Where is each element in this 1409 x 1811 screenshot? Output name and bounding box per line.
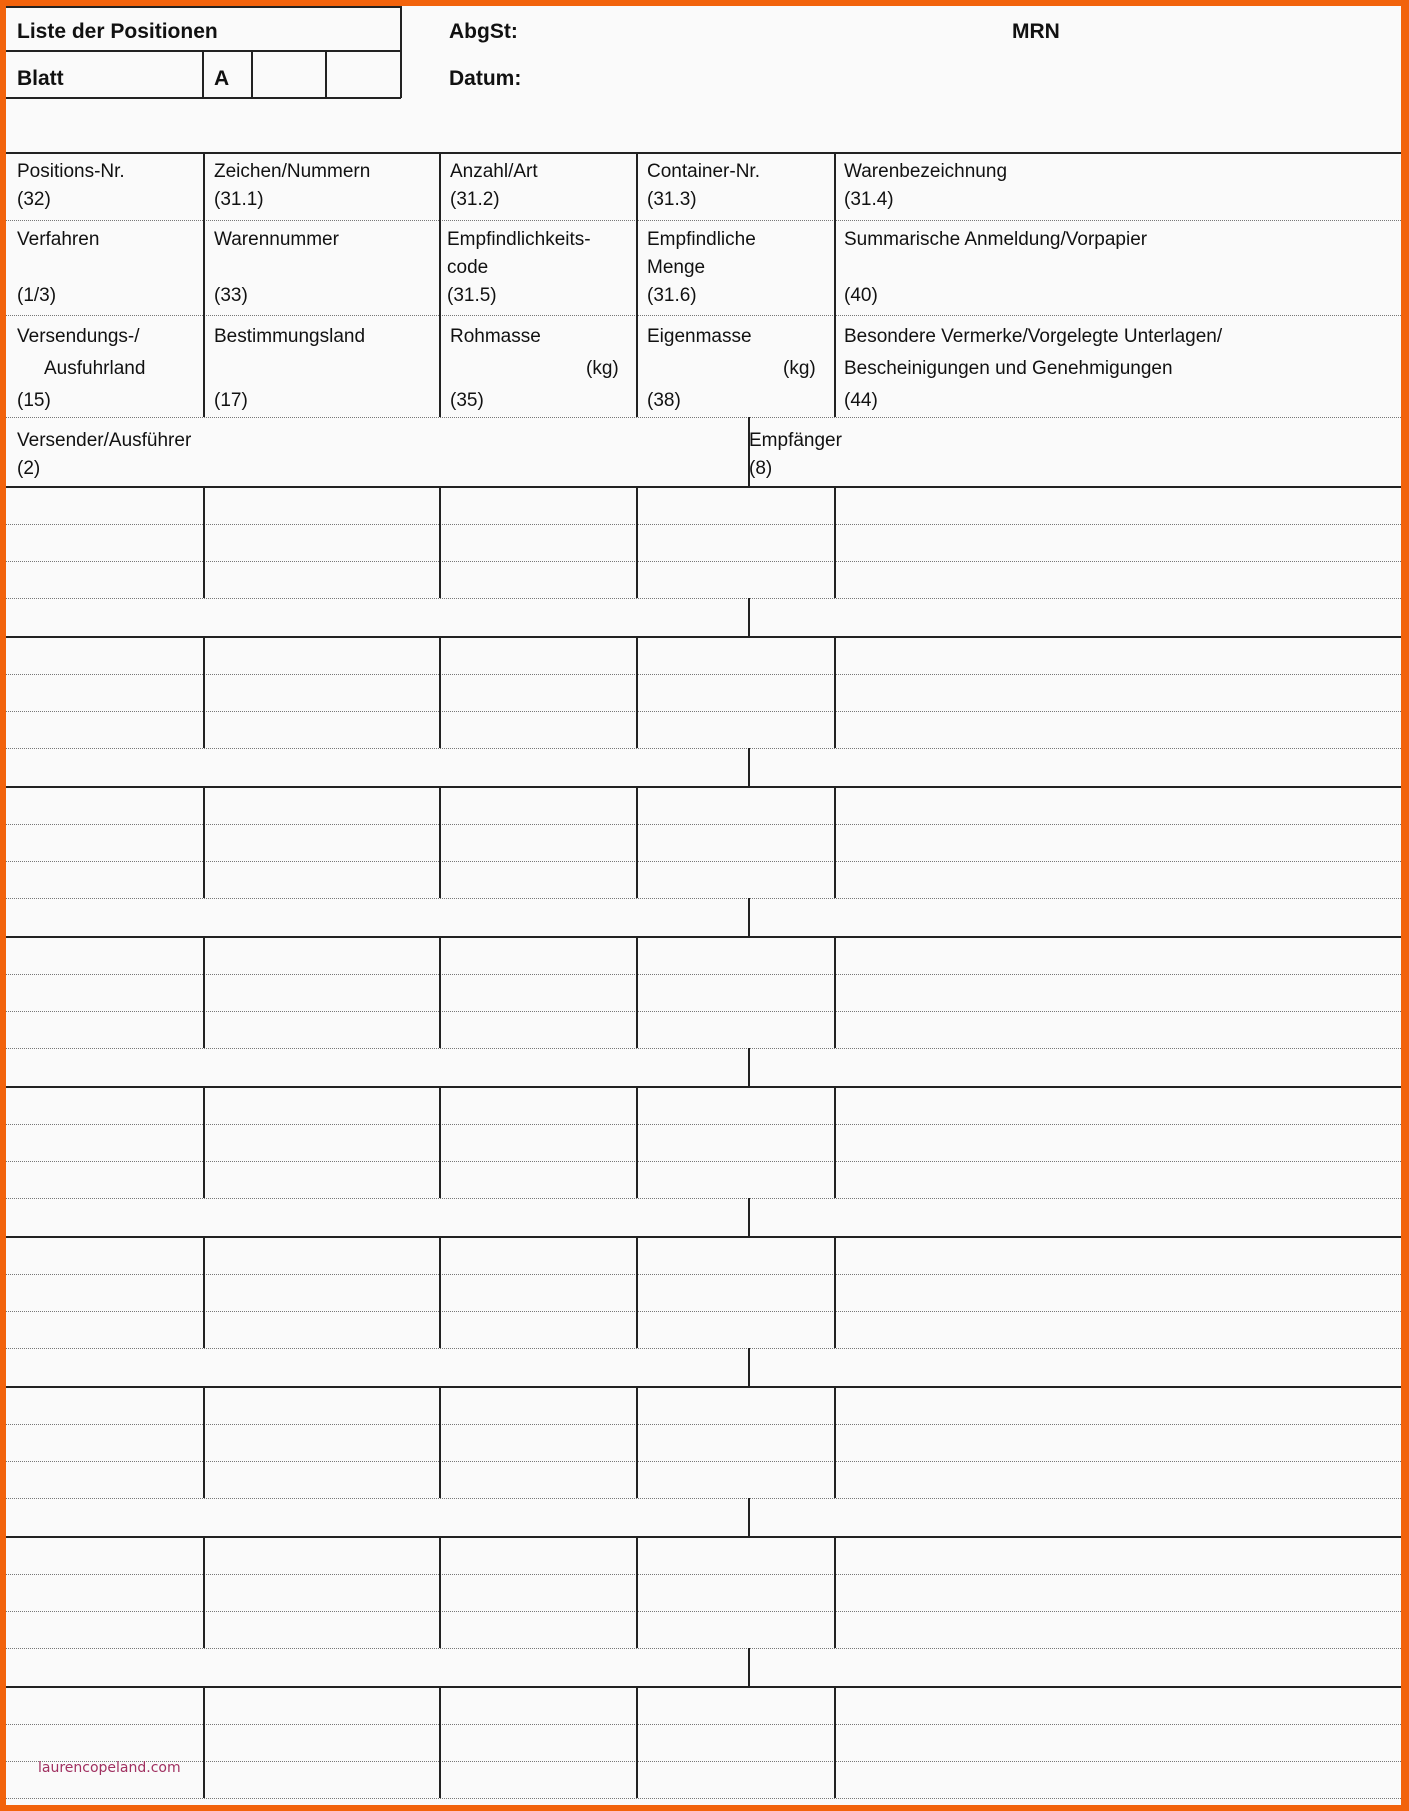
entry-column-divider [636,1537,638,1648]
entry-versender-field[interactable] [9,1651,745,1684]
col-warennummer-label: Warennummer [214,229,339,250]
entry-cell[interactable] [639,1013,831,1046]
col-verfahren-label: Verfahren [17,229,100,250]
header-row-separator [6,315,1401,316]
entry-cell[interactable] [837,1126,1398,1159]
entry-cell[interactable] [206,1613,436,1646]
entry-versender-field[interactable] [9,601,745,634]
entry-cell[interactable] [9,489,200,522]
entry-cell[interactable] [442,1089,633,1122]
entry-cell[interactable] [837,639,1398,672]
col-summarische-anmeldung-label: Summarische Anmeldung/Vorpapier [844,229,1148,250]
col-warenbezeichnung-code: (31.4) [844,189,894,210]
entry-column-divider [439,787,441,898]
entry-cell[interactable] [442,863,633,896]
entry-cell[interactable] [639,1463,831,1496]
entry-cell[interactable] [9,1276,200,1309]
entry-block [6,487,1401,637]
entry-party-divider [748,1048,750,1087]
entry-cell[interactable] [9,1163,200,1196]
entry-cell[interactable] [206,639,436,672]
entry-column-divider [636,937,638,1048]
entry-versender-field[interactable] [9,1201,745,1234]
col-anzahl-label: Anzahl/Art [450,161,538,182]
entry-column-divider [439,1087,441,1198]
entry-row-line [6,561,1401,562]
col-rohmasse-unit: (kg) [586,358,619,379]
entry-cell[interactable] [639,1689,831,1722]
entry-cell[interactable] [639,1726,831,1759]
watermark: laurencopeland.com [38,1760,181,1776]
entry-cell[interactable] [206,713,436,746]
entry-column-divider [439,1387,441,1498]
entry-row-line [6,861,1401,862]
entry-cell[interactable] [206,826,436,859]
entry-cell[interactable] [206,1389,436,1422]
entry-row-line [6,598,1401,599]
entry-cell[interactable] [639,863,831,896]
entry-cell[interactable] [9,1539,200,1572]
sheet-divider-2 [251,50,253,98]
entry-cell[interactable] [639,1389,831,1422]
entry-cell[interactable] [9,1576,200,1609]
entry-cell[interactable] [837,1089,1398,1122]
entry-cell[interactable] [206,976,436,1009]
col-bestimmungsland-label: Bestimmungsland [214,326,366,347]
entry-column-divider [834,937,836,1048]
col-versendungsland-label2: Ausfuhrland [44,358,146,379]
entry-cell[interactable] [9,563,200,596]
entry-empfaenger-field[interactable] [752,601,1397,634]
entry-column-divider [834,487,836,598]
entry-row-line [6,1161,1401,1162]
entry-cell[interactable] [442,676,633,709]
entry-cell[interactable] [442,1163,633,1196]
entry-cell[interactable] [837,1013,1398,1046]
entry-cell[interactable] [9,713,200,746]
header-column-divider [636,152,638,417]
entry-cell[interactable] [442,1389,633,1422]
col-eigenmasse-code: (38) [647,390,681,411]
entry-column-divider [203,1087,205,1198]
entry-cell[interactable] [442,1276,633,1309]
entry-empfaenger-field[interactable] [752,1501,1397,1534]
entry-cell[interactable] [206,1463,436,1496]
entry-cell[interactable] [837,1313,1398,1346]
entry-cell[interactable] [837,676,1398,709]
entry-cell[interactable] [837,939,1398,972]
entry-cell[interactable] [9,939,200,972]
sheet-divider-3 [325,50,327,98]
entry-column-divider [203,1237,205,1348]
entry-cell[interactable] [837,526,1398,559]
col-empfindliche-menge-label: Empfindliche [647,229,756,250]
header-box-top [6,6,401,8]
entry-row-line [6,1648,1401,1649]
col-empfindlichkeitscode-label2: code [447,257,489,278]
entry-cell[interactable] [9,1726,200,1759]
entry-cell[interactable] [442,639,633,672]
entry-block [6,1237,1401,1387]
entry-cell[interactable] [9,1689,200,1722]
col-empfaenger-code: (8) [749,458,773,479]
entry-cell[interactable] [837,1463,1398,1496]
col-besondere-vermerke-code: (44) [844,390,878,411]
entry-cell[interactable] [206,1763,436,1796]
col-eigenmasse-unit: (kg) [783,358,816,379]
col-rohmasse-label: Rohmasse [450,326,541,347]
entry-cell[interactable] [442,1463,633,1496]
col-besondere-vermerke-label2: Bescheinigungen und Genehmigungen [844,358,1173,379]
entry-party-divider [748,748,750,787]
entry-cell[interactable] [206,1313,436,1346]
sheet-value: A [214,67,230,90]
entry-cell[interactable] [639,713,831,746]
entry-cell[interactable] [639,639,831,672]
entry-versender-field[interactable] [9,1501,745,1534]
entry-empfaenger-field[interactable] [752,1051,1397,1084]
entry-cell[interactable] [9,826,200,859]
col-positions-nr-code: (32) [17,189,51,210]
header-column-divider [834,152,836,417]
col-container-label: Container-Nr. [647,161,760,182]
entry-party-divider [748,1348,750,1387]
entry-row-line [6,1274,1401,1275]
entry-column-divider [439,1237,441,1348]
entry-cell[interactable] [442,826,633,859]
entry-row-line [6,524,1401,525]
entry-cell[interactable] [837,713,1398,746]
entry-column-divider [834,787,836,898]
entry-column-divider [834,1087,836,1198]
col-eigenmasse-label: Eigenmasse [647,326,752,347]
entry-column-divider [636,487,638,598]
entry-row-line [6,1011,1401,1012]
sheet-divider-1 [202,50,204,98]
entry-cell[interactable] [837,563,1398,596]
entry-cell[interactable] [9,639,200,672]
entry-cell[interactable] [206,1426,436,1459]
col-bestimmungsland-code: (17) [214,390,248,411]
entry-block [6,637,1401,787]
col-empfindliche-menge-code: (31.6) [647,285,697,306]
header-column-divider [439,152,441,417]
entry-cell[interactable] [442,976,633,1009]
entry-cell[interactable] [639,1163,831,1196]
entry-empfaenger-field[interactable] [752,751,1397,784]
entry-cell[interactable] [442,789,633,822]
col-versender-label: Versender/Ausführer [17,430,192,451]
entry-cell[interactable] [837,1239,1398,1272]
entry-empfaenger-field[interactable] [752,1651,1397,1684]
col-verfahren-code: (1/3) [17,285,57,306]
office-field[interactable] [546,10,986,50]
entry-column-divider [636,637,638,748]
entry-row-line [6,674,1401,675]
entry-cell[interactable] [442,1576,633,1609]
entry-cell[interactable] [639,1613,831,1646]
entry-party-divider [748,898,750,937]
entry-cell[interactable] [442,526,633,559]
entry-row-line [6,898,1401,899]
entry-cell[interactable] [837,489,1398,522]
entry-row-line [6,824,1401,825]
mrn-label: MRN [1012,20,1060,43]
entry-row-line [6,1198,1401,1199]
entry-column-divider [636,787,638,898]
entry-column-divider [834,1387,836,1498]
date-field[interactable] [546,56,986,96]
mrn-field[interactable] [996,50,1386,150]
entry-cell[interactable] [639,826,831,859]
entry-column-divider [203,787,205,898]
entry-cell[interactable] [639,676,831,709]
customs-form-page [6,6,1401,1805]
entry-cell[interactable] [442,1726,633,1759]
entry-cell[interactable] [442,1126,633,1159]
entry-cell[interactable] [442,939,633,972]
entry-party-divider [748,1198,750,1237]
entry-cell[interactable] [639,1763,831,1796]
entry-cell[interactable] [837,1276,1398,1309]
entry-cell[interactable] [442,563,633,596]
entry-column-divider [439,1537,441,1648]
entry-cell[interactable] [837,976,1398,1009]
entry-row-line [6,1611,1401,1612]
entry-cell[interactable] [442,1689,633,1722]
header-row-separator [6,220,1401,221]
entry-cell[interactable] [442,713,633,746]
entry-cell[interactable] [9,1389,200,1422]
entry-row-line [6,974,1401,975]
entry-cell[interactable] [837,863,1398,896]
entry-cell[interactable] [442,1426,633,1459]
columns-top-line [6,152,1401,154]
entry-versender-field[interactable] [9,1351,745,1384]
entry-cell[interactable] [9,976,200,1009]
col-versendungsland-label: Versendungs-/ [17,326,140,347]
entry-cell[interactable] [442,1763,633,1796]
entry-row-line [6,1424,1401,1425]
entry-cell[interactable] [639,1126,831,1159]
entry-block [6,1687,1401,1805]
sheet-label: Blatt [17,67,64,90]
entry-cell[interactable] [206,939,436,972]
entry-cell[interactable] [639,1239,831,1272]
entry-column-divider [636,1237,638,1348]
entry-empfaenger-field[interactable] [752,1201,1397,1234]
entry-cell[interactable] [206,526,436,559]
entry-column-divider [834,1687,836,1798]
col-positions-nr-label: Positions-Nr. [17,161,125,182]
col-besondere-vermerke-label: Besondere Vermerke/Vorgelegte Unterlagen/ [844,326,1223,347]
col-zeichen-label: Zeichen/Nummern [214,161,371,182]
entry-column-divider [439,937,441,1048]
col-summarische-anmeldung-code: (40) [844,285,878,306]
entry-cell[interactable] [639,976,831,1009]
entry-cell[interactable] [9,676,200,709]
office-label: AbgSt: [449,20,518,43]
entry-party-divider [748,1498,750,1537]
entry-cell[interactable] [639,563,831,596]
entry-cell[interactable] [442,1539,633,1572]
entry-versender-field[interactable] [9,1051,745,1084]
entry-column-divider [636,1687,638,1798]
entry-cell[interactable] [837,1539,1398,1572]
header-column-divider [203,152,205,417]
entry-cell[interactable] [9,1126,200,1159]
entry-party-divider [748,1648,750,1687]
entry-block [6,1537,1401,1687]
entry-row-line [6,1461,1401,1462]
entry-block [6,937,1401,1087]
col-empfindlichkeitscode-code: (31.5) [447,285,497,306]
entry-cell[interactable] [206,676,436,709]
entry-block [6,1087,1401,1237]
col-empfaenger-label: Empfänger [749,430,842,451]
entry-cell[interactable] [837,1576,1398,1609]
entry-column-divider [439,637,441,748]
entry-cell[interactable] [837,1613,1398,1646]
entry-cell[interactable] [206,1239,436,1272]
form-title: Liste der Positionen [17,20,218,43]
header-row-separator [6,417,1401,418]
entry-column-divider [636,1087,638,1198]
col-container-code: (31.3) [647,189,697,210]
entry-cell[interactable] [9,1089,200,1122]
col-versender-code: (2) [17,458,41,479]
col-warenbezeichnung-label: Warenbezeichnung [844,161,1008,182]
date-label: Datum: [449,67,522,90]
sheet-number-field-2[interactable] [328,52,398,96]
header-box-right [400,6,402,98]
entry-row-line [6,1798,1401,1799]
entry-row-line [6,1574,1401,1575]
entry-cell[interactable] [206,863,436,896]
entry-cell[interactable] [639,1276,831,1309]
col-anzahl-code: (31.2) [450,189,500,210]
entry-column-divider [439,1687,441,1798]
entry-cell[interactable] [206,1276,436,1309]
entry-column-divider [203,637,205,748]
entry-row-line [6,748,1401,749]
entry-cell[interactable] [837,826,1398,859]
entry-cell[interactable] [9,789,200,822]
entry-cell[interactable] [9,1313,200,1346]
entry-cell[interactable] [206,1539,436,1572]
entry-cell[interactable] [837,1426,1398,1459]
entry-cell[interactable] [639,489,831,522]
entry-row-line [6,1761,1401,1762]
entry-cell[interactable] [206,1126,436,1159]
entry-cell[interactable] [442,1313,633,1346]
entry-cell[interactable] [9,1013,200,1046]
col-versendungsland-code: (15) [17,390,51,411]
entry-cell[interactable] [9,1463,200,1496]
entry-column-divider [203,1537,205,1648]
entry-row-line [6,1048,1401,1049]
entry-cell[interactable] [206,563,436,596]
entry-column-divider [834,1537,836,1648]
entry-cell[interactable] [9,1613,200,1646]
entry-versender-field[interactable] [9,901,745,934]
col-empfindlichkeitscode-label: Empfindlichkeits- [447,229,591,250]
entry-row-line [6,1311,1401,1312]
entry-cell[interactable] [9,863,200,896]
entry-cell[interactable] [837,1689,1398,1722]
entry-cell[interactable] [206,1089,436,1122]
col-rohmasse-code: (35) [450,390,484,411]
entry-cell[interactable] [9,1426,200,1459]
entry-column-divider [203,1687,205,1798]
entry-cell[interactable] [9,526,200,559]
entry-cell[interactable] [837,1389,1398,1422]
entry-row-line [6,711,1401,712]
entry-row-line [6,1498,1401,1499]
entry-empfaenger-field[interactable] [752,1351,1397,1384]
entry-cell[interactable] [837,789,1398,822]
entry-cell[interactable] [442,489,633,522]
entry-cell[interactable] [639,526,831,559]
entry-cell[interactable] [206,1689,436,1722]
entry-row-line [6,1124,1401,1125]
entry-row-line [6,1724,1401,1725]
entry-cell[interactable] [442,1613,633,1646]
entry-column-divider [636,1387,638,1498]
entry-block [6,1387,1401,1537]
entry-cell[interactable] [442,1239,633,1272]
entry-cell[interactable] [206,1163,436,1196]
entry-column-divider [203,1387,205,1498]
entry-party-divider [748,598,750,637]
entry-cell[interactable] [639,1576,831,1609]
entry-cell[interactable] [442,1013,633,1046]
entry-cell[interactable] [206,1013,436,1046]
entry-column-divider [203,487,205,598]
entry-cell[interactable] [639,1313,831,1346]
entry-empfaenger-field[interactable] [752,901,1397,934]
entry-column-divider [439,487,441,598]
entry-cell[interactable] [639,789,831,822]
entry-cell[interactable] [206,1576,436,1609]
entry-column-divider [834,1237,836,1348]
entry-cell[interactable] [837,1763,1398,1796]
entry-cell[interactable] [837,1726,1398,1759]
entry-cell[interactable] [639,1426,831,1459]
entry-cell[interactable] [9,1239,200,1272]
entry-column-divider [834,637,836,748]
entry-cell[interactable] [837,1163,1398,1196]
entry-versender-field[interactable] [9,751,745,784]
sheet-number-field-1[interactable] [254,52,324,96]
entry-cell[interactable] [206,1726,436,1759]
col-zeichen-code: (31.1) [214,189,264,210]
entry-cell[interactable] [206,489,436,522]
entry-cell[interactable] [639,1089,831,1122]
entry-row-line [6,1348,1401,1349]
entry-cell[interactable] [206,789,436,822]
entry-block [6,787,1401,937]
entry-cell[interactable] [639,1539,831,1572]
col-warennummer-code: (33) [214,285,248,306]
entry-cell[interactable] [639,939,831,972]
col-empfindliche-menge-label2: Menge [647,257,706,278]
entry-column-divider [203,937,205,1048]
